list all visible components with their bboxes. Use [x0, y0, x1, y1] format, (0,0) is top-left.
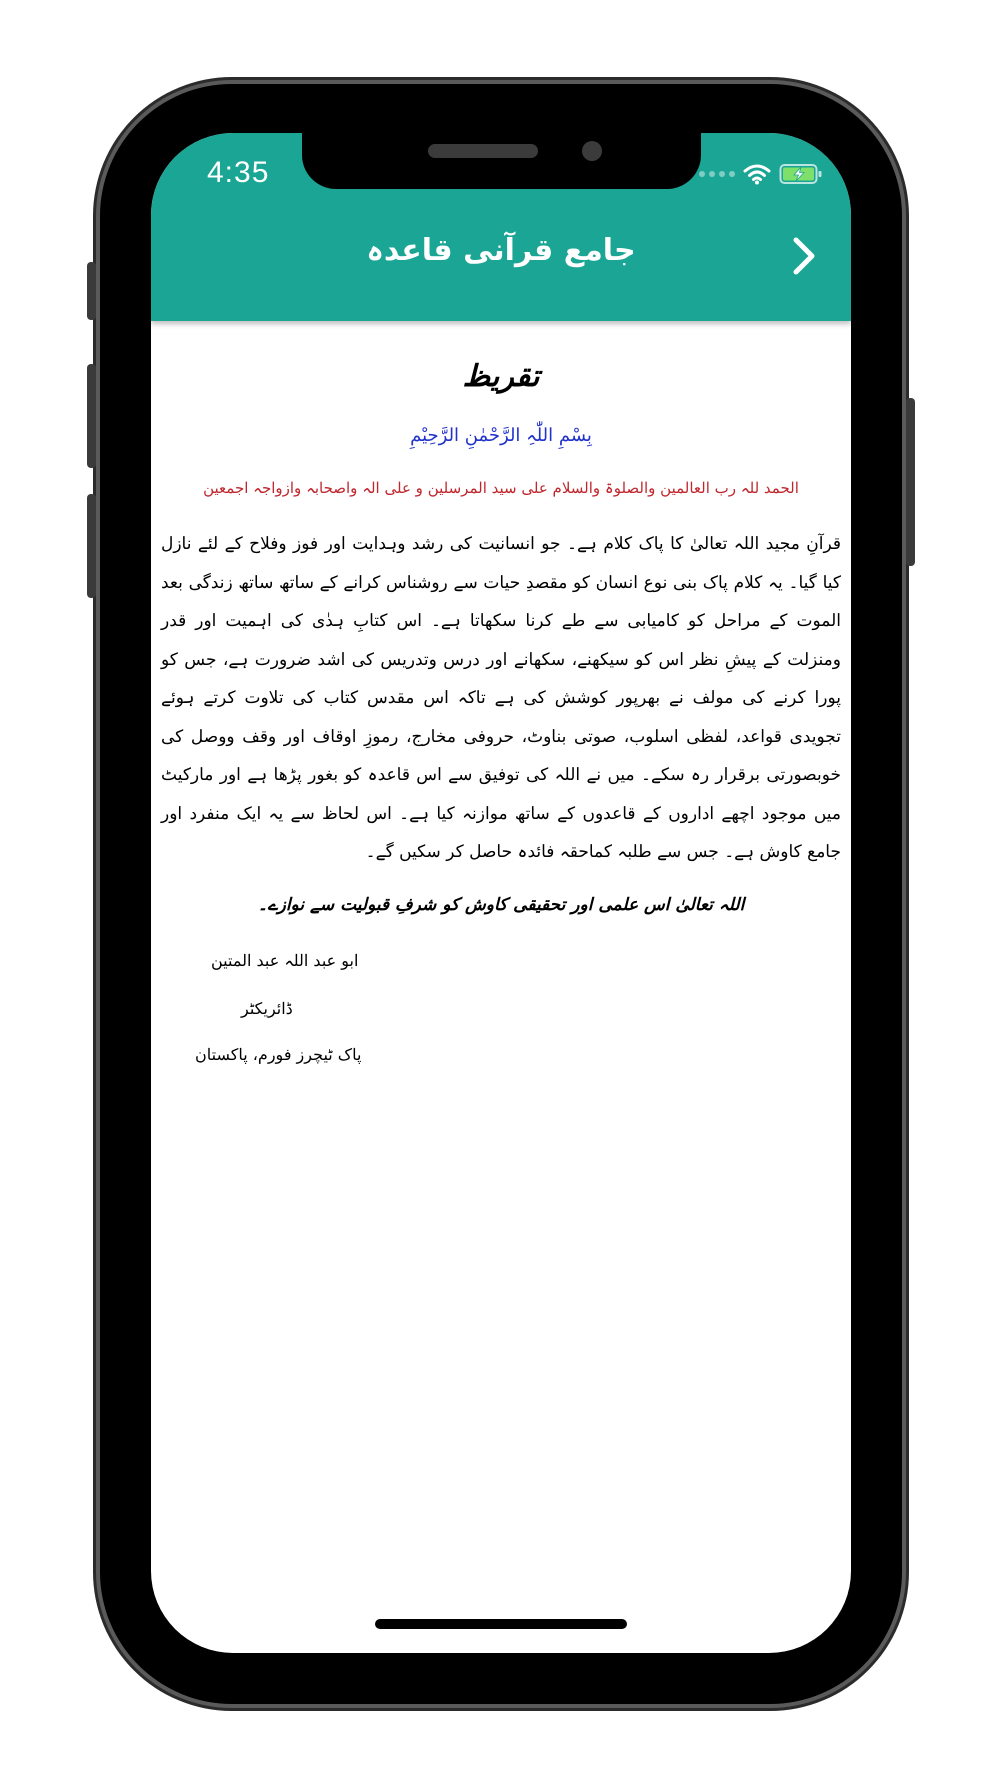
article-body: قرآنِ مجید اللہ تعالیٰ کا پاک کلام ہے۔ جو انسانیت کی رشد وہدایت اور فوز وفلاح کے لئے نازل کیا گیا۔ یہ کلام پاک بنی نوع انسان کو مقصدِ حیات سے روشناس کرانے کے ساتھ ساتھ زندگی بعد الموت کے مراحل کو کامیابی سے طے کرنا سکھاتا ہے۔ اس کتابِ ہدٰی کی اہمیت اور قدر ومنزلت کے پیشِ نظر اس کو سیکھنے، سکھانے اور درس وتدریس کی اشد ضرورت ہے، جس کو پورا کرنے کی مولف نے بھرپور کوشش کی ہے تاکہ اس مقدس کتاب کی تلاوت کرتے ہوئے تجویدی قواعد، لفظی اسلوب، صوتی بناوٹ، حروفی مخارج، رموزِ اوقاف اور وقف ووصل کی خوبصورتی برقرار رہ سکے۔ میں نے اللہ کی توفیق سے اس قاعدہ کو بغور پڑھا ہے اور مارکیٹ میں موجود اچھے اداروں کے قاعدوں کے ساتھ موازنہ کیا ہے۔ اس لحاظ سے یہ ایک منفرد اور جامع کاوش ہے۔ جس سے طلبہ کماحقہ فائدہ حاصل کر سکیں گے۔: [161, 534, 841, 862]
signature-name: ابو عبد اللہ عبد المتین: [211, 951, 359, 970]
speaker-grille: [428, 144, 538, 158]
hamd-line: الحمد للہ رب العالمین والصلوۃ والسلام علی سید المرسلین و علی الہ واصحابہ وازواجہ اجمعین: [203, 479, 799, 497]
signature-organization: پاک ٹیچرز فورم، پاکستان: [195, 1045, 362, 1064]
mute-switch: [87, 262, 96, 320]
app-screen: [151, 133, 851, 1653]
status-icons: [699, 163, 823, 185]
bismillah-line: بِسْمِ اللّٰہِ الرَّحْمٰنِ الرَّحِیْمِ: [410, 425, 592, 446]
dua-line: اللہ تعالیٰ اس علمی اور تحقیقی کاوش کو شرفِ قبولیت سے نوازے۔: [257, 894, 745, 915]
home-indicator[interactable]: [375, 1619, 627, 1629]
front-camera: [582, 141, 602, 161]
chevron-right-icon: [791, 236, 817, 276]
back-button[interactable]: [783, 231, 825, 281]
app-header: [151, 133, 851, 321]
volume-down-button: [87, 494, 96, 598]
signature-designation: ڈائریکٹر: [241, 999, 293, 1018]
device-notch: [302, 133, 701, 189]
battery-charging-icon: [779, 163, 823, 185]
wifi-icon: [743, 163, 771, 185]
page-title: جامع قرآنی قاعدہ: [366, 233, 636, 268]
volume-up-button: [87, 364, 96, 468]
status-time: 4:35: [207, 156, 270, 189]
power-button: [906, 398, 915, 566]
article-content: [161, 321, 841, 915]
phone-frame: [100, 84, 902, 1704]
signal-dots-icon: [699, 171, 735, 177]
article-heading: تقریظ: [462, 359, 540, 394]
